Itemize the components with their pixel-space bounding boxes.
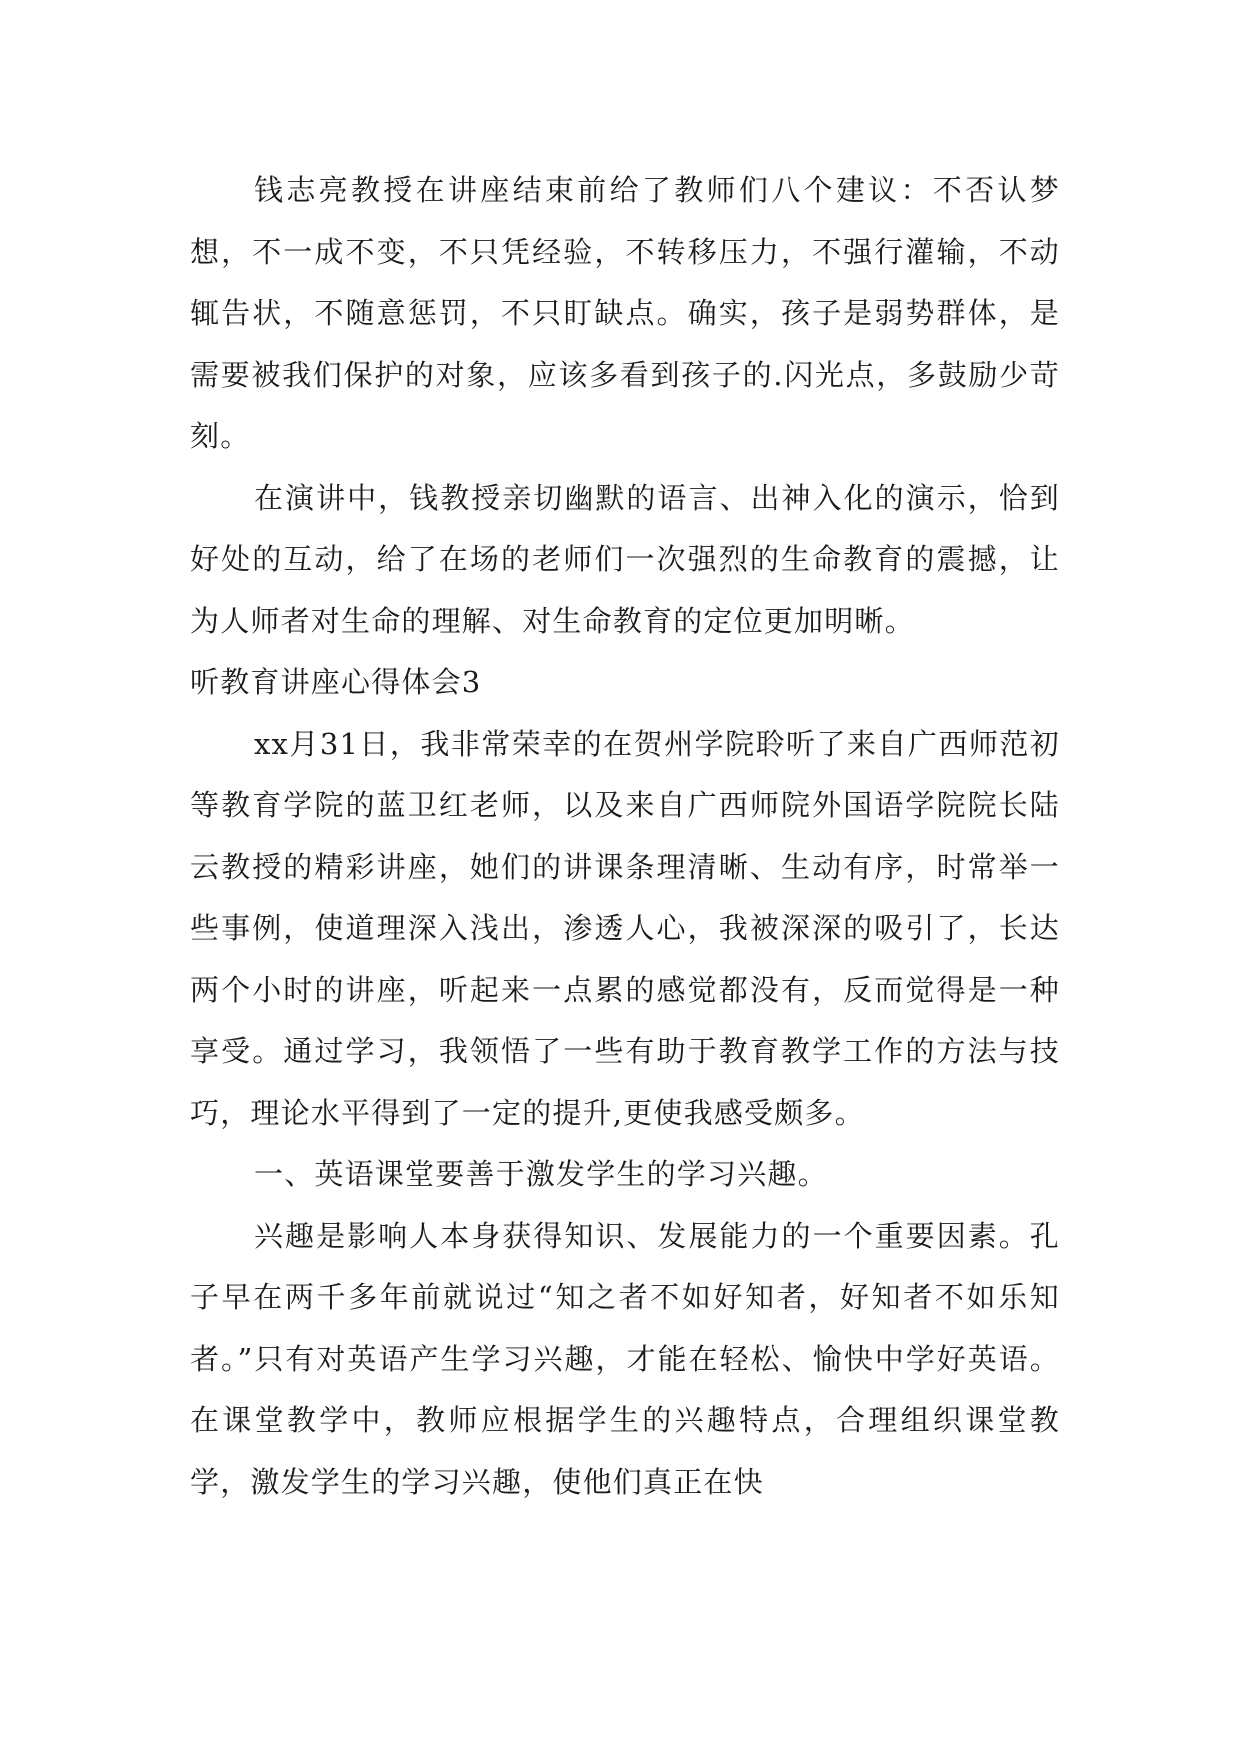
paragraph-lecture-intro: xx月31日，我非常荣幸的在贺州学院聆听了来自广西师范初等教育学院的蓝卫红老师，以及来自广西师院外国语学院院长陆云教授的精彩讲座，她们的讲课条理清晰、生动有序，时常举一些事例，使道理深入浅出，渗透人心，我被深深的吸引了，长达两个小时的讲座，听起来一点累的感觉都没有，反而觉得是一种享受。通过学习，我领悟了一些有助于教育教学工作的方法与技巧，理论水平得到了一定的提升,更使我感受颇多。 bbox=[190, 726, 1060, 1130]
section-title: 听教育讲座心得体会3 bbox=[190, 665, 482, 699]
paragraph-point-one: 一、英语课堂要善于激发学生的学习兴趣。 bbox=[254, 1157, 828, 1191]
document-body bbox=[190, 160, 1060, 1513]
paragraph-recommendations: 钱志亮教授在讲座结束前给了教师们八个建议：不否认梦想，不一成不变，不只凭经验，不转移压力，不强行灌输，不动辄告状，不随意惩罚，不只盯缺点。确实，孩子是弱势群体，是需要被我们保护的对象，应该多看到孩子的.闪光点，多鼓励少苛刻。 bbox=[190, 173, 1060, 453]
paragraph-lecture-impact: 在演讲中，钱教授亲切幽默的语言、出神入化的演示，恰到好处的互动，给了在场的老师们一次强烈的生命教育的震撼，让为人师者对生命的理解、对生命教育的定位更加明晰。 bbox=[190, 480, 1060, 638]
paragraph-interest: 兴趣是影响人本身获得知识、发展能力的一个重要因素。孔子早在两千多年前就说过“知之者不如好知者，好知者不如乐知者。”只有对英语产生学习兴趣，才能在轻松、愉快中学好英语。在课堂教学中，教师应根据学生的兴趣特点，合理组织课堂教学，激发学生的学习兴趣，使他们真正在快 bbox=[190, 1218, 1060, 1499]
